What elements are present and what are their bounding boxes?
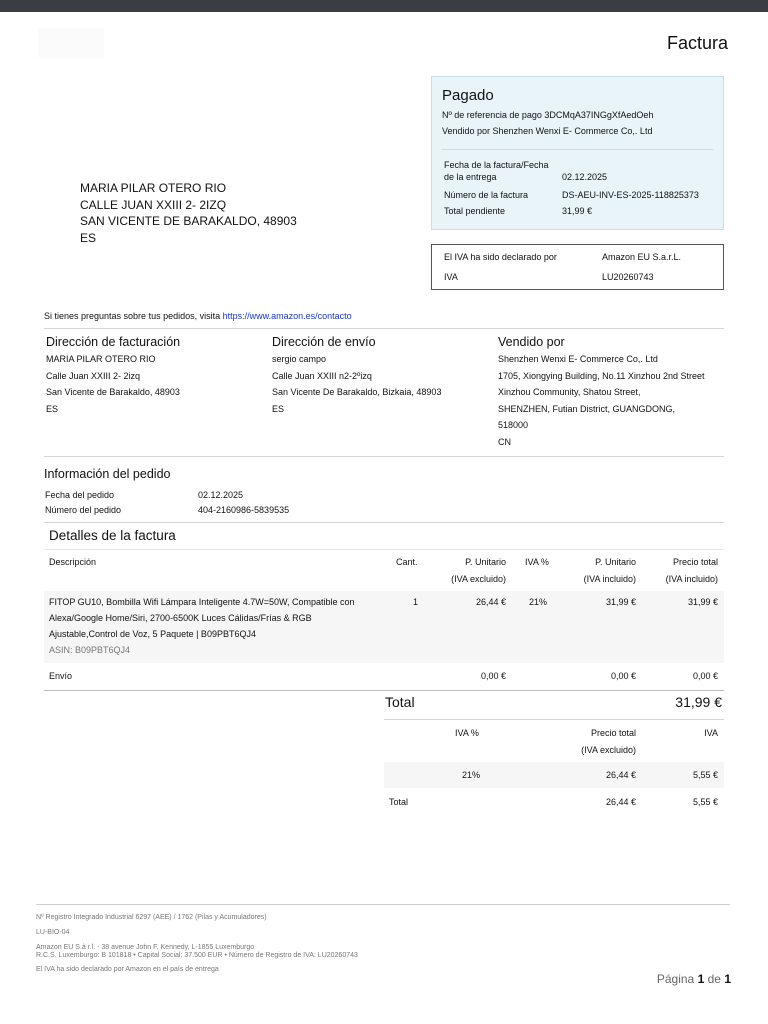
vat-declared-label: El IVA ha sido declarado por — [444, 252, 557, 262]
seller-line: Shenzhen Wenxi E- Commerce Co,. Ltd — [498, 354, 658, 364]
shipping-total-price: 0,00 € — [692, 671, 718, 681]
recipient-line: SAN VICENTE DE BARAKALDO, 48903 — [80, 214, 297, 229]
page-prefix: Página — [656, 972, 695, 986]
footer-company: Amazon EU S.à r.l. - 38 avenue John F. Kennedy, L-1855 Luxemburgo — [36, 944, 255, 951]
contact-text: Si tienes preguntas sobre tus pedidos, visita — [44, 311, 221, 321]
col-unit-price-excl-l1: P. Unitario — [465, 557, 506, 567]
vat-summary-iva: 5,55 € — [692, 770, 718, 780]
shipping-row-label: Envío — [49, 671, 73, 681]
vat-declared-box — [431, 244, 724, 290]
col-unit-price-excl — [420, 554, 506, 588]
item-asin: ASIN: B09PBT6QJ4 — [49, 645, 131, 655]
invoice-number-value: DS-AEU-INV-ES-2025-118825373 — [562, 190, 699, 200]
divider — [44, 522, 724, 523]
divider — [44, 549, 724, 550]
seller-line: 1705, Xiongying Building, No.11 Xinzhou 2nd Street — [498, 370, 705, 381]
item-unit-price-incl: 31,99 € — [605, 597, 636, 607]
vat-summary-col-price-l1: Precio total — [590, 728, 636, 738]
shipping-line: ES — [272, 403, 285, 414]
billing-line: ES — [46, 403, 59, 414]
divider — [384, 719, 724, 720]
item-desc-line: FITOP GU10, Bombilla Wifi Lámpara Inteligente 4.7W=50W, Compatible con — [49, 597, 355, 607]
logo-placeholder — [38, 28, 104, 58]
vat-summary-col-vat: IVA % — [455, 728, 479, 738]
vat-summary-col-price — [550, 725, 636, 759]
divider — [442, 149, 713, 150]
col-description: Descripción — [49, 557, 97, 567]
vat-summary-rate: 21% — [462, 770, 481, 780]
vat-summary-total-label: Total — [389, 797, 409, 807]
shipping-line: sergio campo — [272, 354, 327, 364]
page-sep: de — [707, 972, 721, 986]
pending-total-value: 31,99 € — [562, 206, 593, 216]
document-title: Factura — [666, 33, 728, 53]
item-quantity: 1 — [413, 597, 419, 607]
footer-code: LU-BIO-04 — [36, 929, 70, 936]
vat-summary-total-price: 26,44 € — [605, 797, 636, 807]
billing-line: San Vicente de Barakaldo, 48903 — [46, 387, 180, 397]
sold-by-line: Vendido por Shenzhen Wenxi E- Commerce Co,. Ltd — [442, 126, 653, 136]
vat-summary-total-iva: 5,55 € — [692, 797, 718, 807]
vat-id-value: LU20260743 — [602, 272, 654, 282]
col-total-price — [640, 554, 718, 588]
item-desc-line: Alexa/Google Home/Siri, 2700-6500K Luces Cálidas/Frías & RGB — [49, 613, 312, 623]
vat-id-label: IVA — [444, 272, 458, 282]
contact-link[interactable]: https://www.amazon.es/contacto — [222, 311, 352, 321]
recipient-line: CALLE JUAN XXIII 2- 2IZQ — [80, 197, 227, 212]
page-current: 1 — [697, 972, 705, 986]
col-vat: IVA % — [525, 557, 549, 567]
col-quantity: Cant. — [396, 557, 418, 567]
page-indicator — [657, 972, 731, 986]
seller-title: Vendido por — [498, 335, 565, 349]
shipping-address — [272, 335, 441, 417]
seller-line: SHENZHEN, Futian District, GUANGDONG, — [498, 403, 676, 414]
seller-line: 518000 — [498, 420, 529, 430]
footer-registration: R.C.S. Luxemburgo: B 101818 • Capital Social: 37.500 EUR • Número de Registro de IVA: LU20260743 — [36, 952, 358, 959]
shipping-line: San Vicente De Barakaldo, Bizkaia, 48903 — [272, 387, 442, 397]
vat-summary-col-price-l2: (IVA excluido) — [581, 745, 636, 755]
item-description — [49, 594, 355, 658]
payment-reference: Nº de referencia de pago 3DCMqA37INGgXfAedOeh — [442, 110, 654, 120]
billing-line: Calle Juan XXIII 2- 2izq — [46, 370, 141, 381]
billing-title: Dirección de facturación — [46, 335, 181, 349]
seller-address — [498, 335, 704, 450]
billing-line: MARIA PILAR OTERO RIO — [46, 354, 156, 364]
billing-address — [46, 335, 180, 417]
order-number-label: Número del pedido — [45, 505, 122, 515]
col-unit-price-excl-l2: (IVA excluido) — [451, 574, 506, 584]
item-vat: 21% — [529, 597, 548, 607]
seller-line: Xinzhou Community, Shatou Street, — [498, 387, 641, 397]
shipping-line: Calle Juan XXIII n2-2ºizq — [272, 370, 372, 381]
order-date-label: Fecha del pedido — [45, 490, 115, 500]
divider — [36, 904, 730, 905]
shipping-title: Dirección de envío — [272, 335, 376, 349]
col-unit-price-incl — [550, 554, 636, 588]
order-number-value: 404-2160986-5839535 — [198, 505, 290, 515]
item-total-price: 31,99 € — [687, 597, 718, 607]
col-total-price-l2: (IVA incluido) — [665, 574, 718, 584]
page-total: 1 — [724, 972, 731, 986]
item-unit-price-excl: 26,44 € — [475, 597, 506, 607]
invoice-date-label: Fecha de la factura/Fecha — [444, 160, 549, 170]
footer-registry: Nº Registro Integrado Industrial 6297 (AEE) / 1762 (Pilas y Acumuladores) — [36, 914, 267, 921]
contact-note — [44, 311, 352, 321]
col-unit-price-incl-l1: P. Unitario — [595, 557, 636, 567]
col-unit-price-incl-l2: (IVA incluido) — [583, 574, 636, 584]
order-info-title: Información del pedido — [44, 467, 171, 481]
divider — [44, 690, 724, 691]
pending-total-label: Total pendiente — [444, 206, 506, 216]
recipient-line: ES — [80, 230, 97, 245]
footer-vat-note: El IVA ha sido declarado por Amazon en el país de entrega — [36, 966, 219, 973]
payment-status-title: Pagado — [442, 87, 494, 104]
recipient-line: MARIA PILAR OTERO RIO — [80, 181, 227, 195]
vat-summary-price: 26,44 € — [605, 770, 636, 780]
recipient-address — [80, 180, 297, 246]
invoice-date-value: 02.12.2025 — [562, 172, 608, 182]
divider — [44, 328, 724, 329]
col-total-price-l1: Precio total — [672, 557, 718, 567]
vat-declared-value: Amazon EU S.a.r.L. — [602, 252, 682, 262]
item-desc-line: Ajustable,Control de Voz, 5 Paquete | B09PBT6QJ4 — [49, 629, 256, 639]
order-date-value: 02.12.2025 — [198, 490, 244, 500]
invoice-date-label-2: de la entrega — [444, 172, 497, 182]
shipping-unit-price-incl: 0,00 € — [610, 671, 636, 681]
top-bar — [0, 0, 768, 12]
vat-summary-col-iva: IVA — [704, 728, 718, 738]
grand-total-value: 31,99 € — [675, 694, 722, 710]
grand-total-label: Total — [385, 694, 415, 710]
seller-line: CN — [498, 436, 511, 447]
shipping-unit-price-excl: 0,00 € — [480, 671, 506, 681]
invoice-details-title: Detalles de la factura — [49, 528, 176, 543]
payment-status-box — [431, 76, 724, 230]
invoice-number-label: Número de la factura — [444, 190, 529, 200]
divider — [44, 456, 724, 457]
